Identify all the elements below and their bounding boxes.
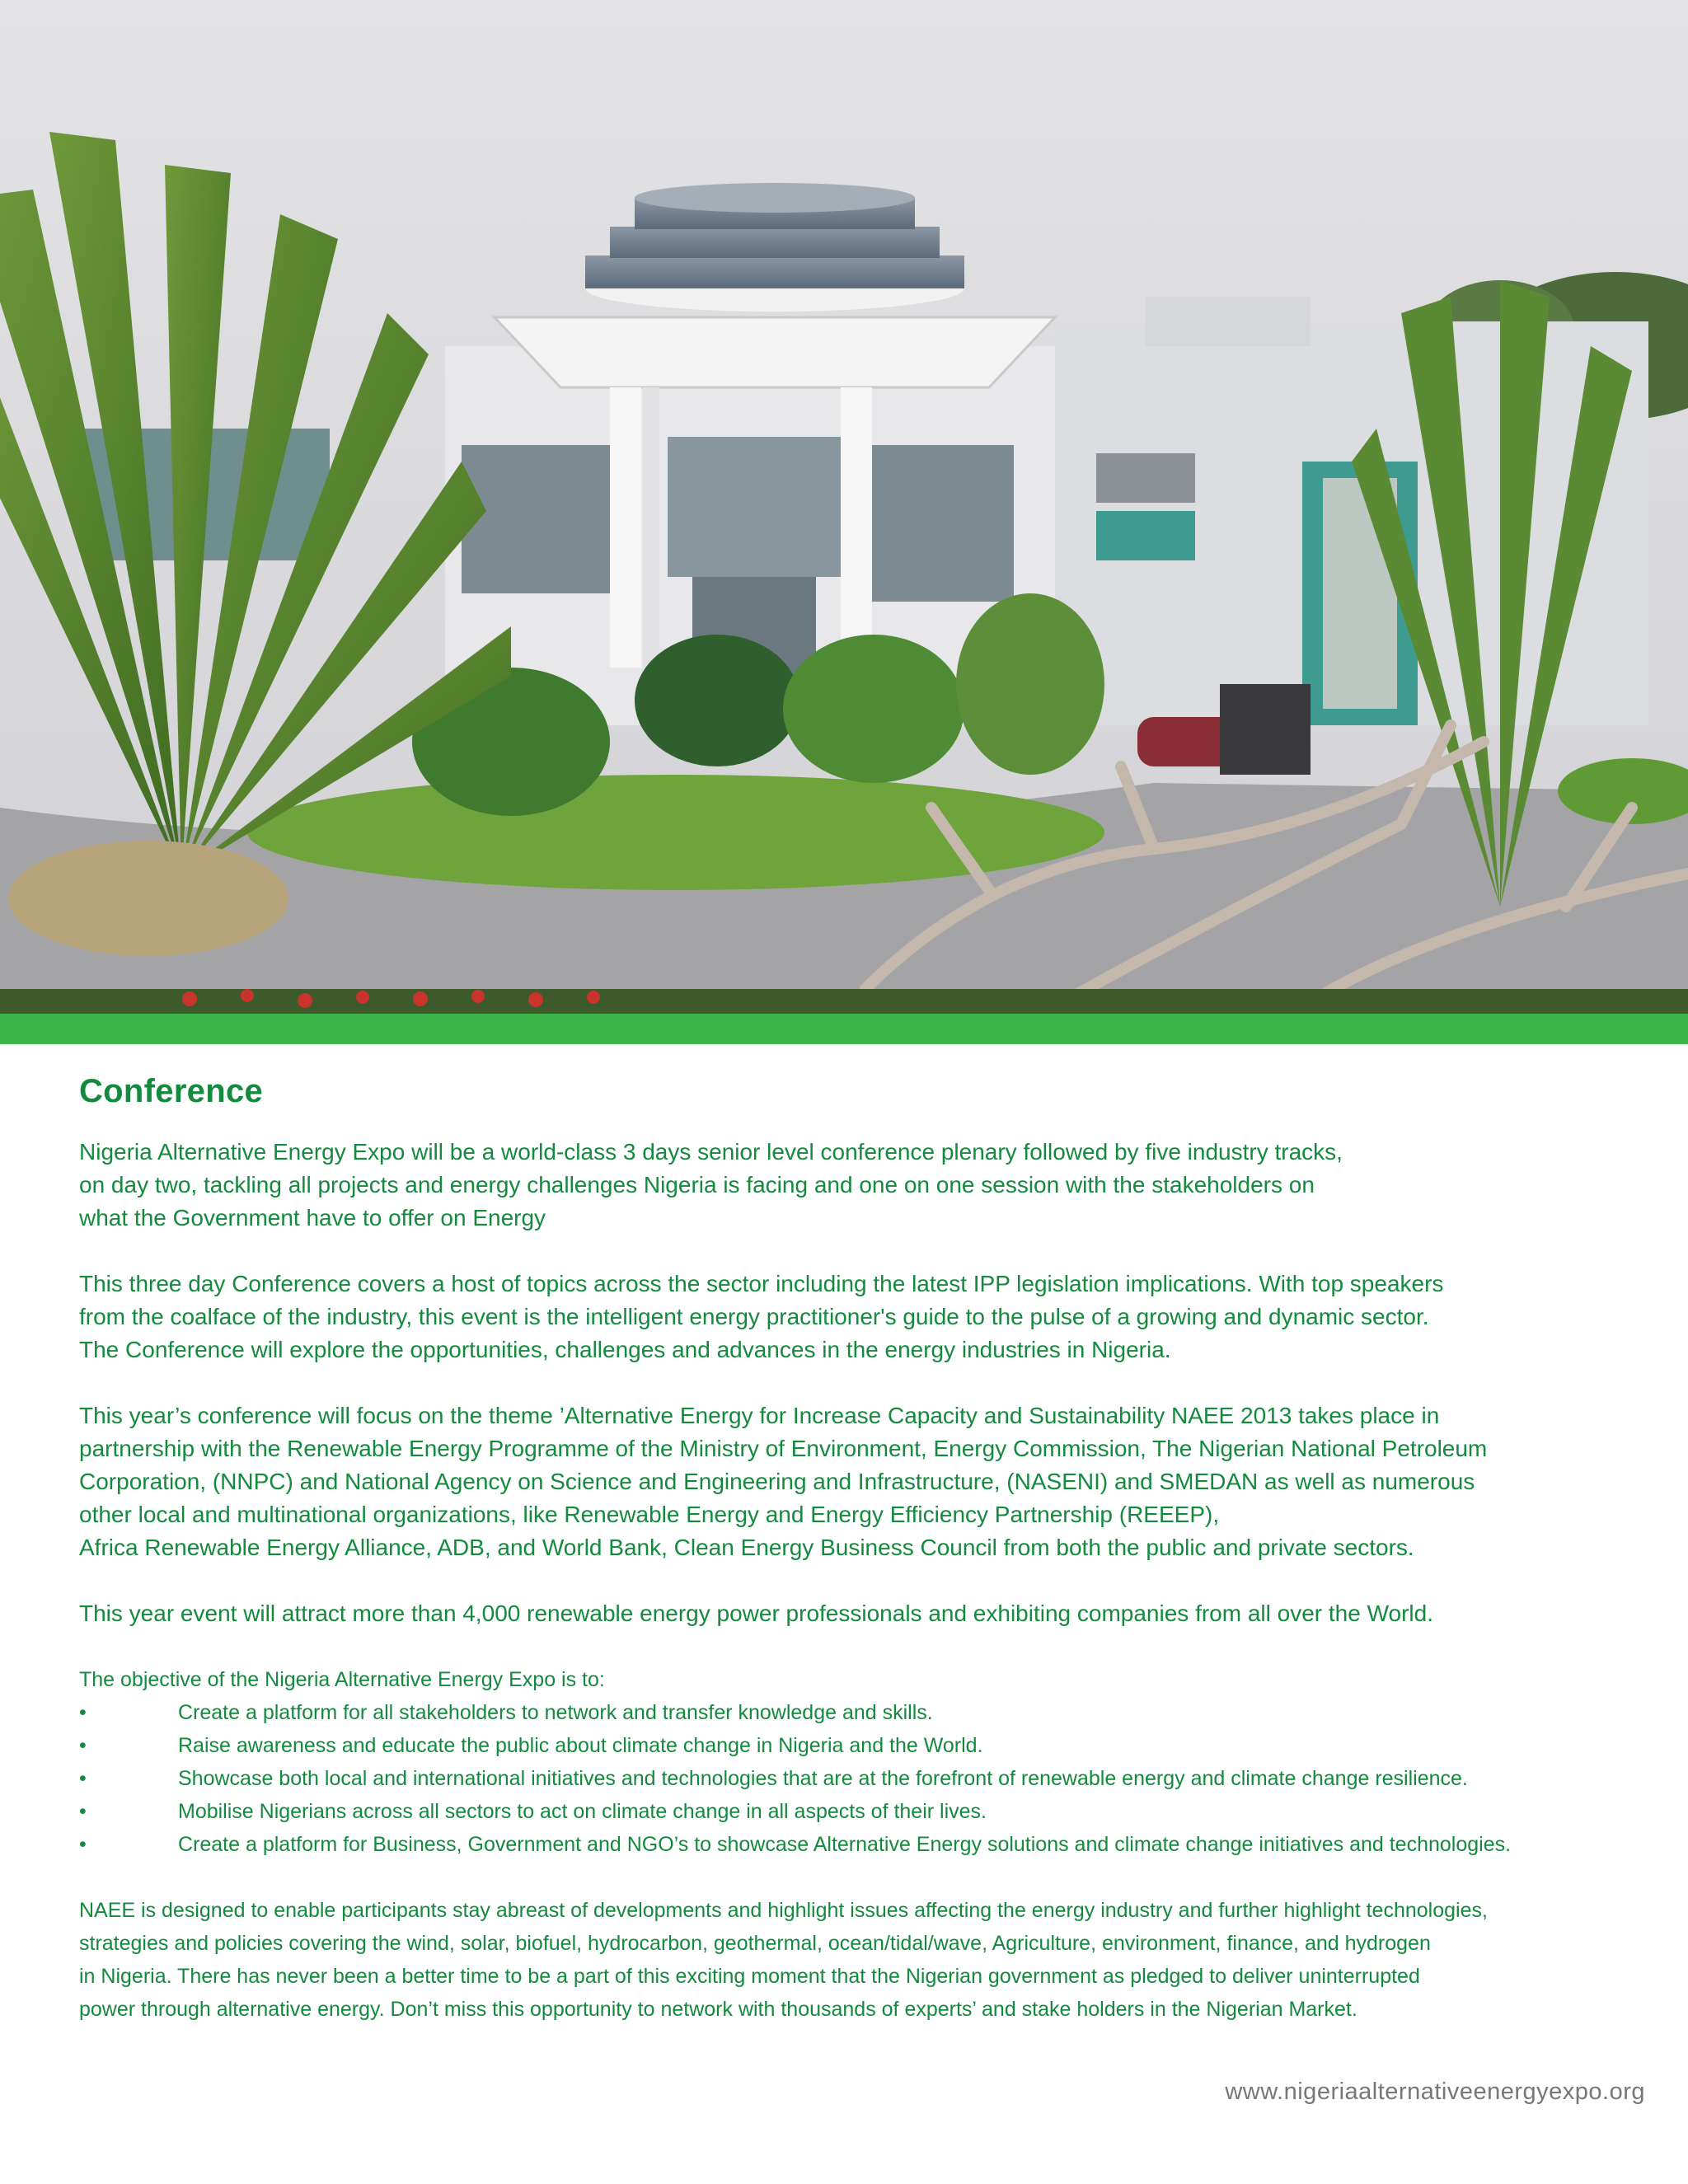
bullet-icon: • (79, 1833, 87, 1856)
topics-paragraph: This three day Conference covers a host of topics across the sector including the latest IPP legislation implications. With top speakers from the coalface of the industry, this event is the intelligent energy practitioner's guide to the pulse of a growing and dynamic sector. The Conference will explore the opportunities, challenges and advances in the energy industries in Nigeria. (79, 1271, 1444, 1362)
website-link[interactable]: www.nigeriaalternativeenergyexpo.org (1225, 2079, 1645, 2105)
green-divider-bar (0, 1014, 1688, 1044)
hero-photo (0, 0, 1688, 1014)
objectives-list (79, 1696, 1645, 1861)
section-title: Conference (79, 1073, 264, 1109)
list-item: • Create a platform for Business, Government and NGO’s to showcase Alternative Energy solutions and climate change initiatives and technologies. (79, 1828, 1645, 1861)
bullet-icon: • (79, 1734, 87, 1757)
closing-paragraph: NAEE is designed to enable participants stay abreast of developments and highlight issues affecting the energy industry and further highlight technologies, strategies and policies covering the wind, solar, biofuel, hydrocarbon, geothermal, ocean/tidal/wave, Agriculture, environment, finance, and hydrogen in Nigeria. There has never been a better time to be a part of this exciting moment that the Nigerian government as pledged to deliver uninterrupted power through alternative energy. Don’t miss this opportunity to network with thousands of experts’ and stake holders in the Nigerian Market. (79, 1899, 1488, 2021)
bullet-icon: • (79, 1767, 87, 1790)
list-item: • Create a platform for all stakeholders to network and transfer knowledge and skills. (79, 1696, 1645, 1729)
list-item: • Mobilise Nigerians across all sectors to act on climate change in all aspects of their lives. (79, 1795, 1645, 1828)
theme-paragraph: This year’s conference will focus on the theme ’Alternative Energy for Increase Capacity and Sustainability NAEE 2013 takes place in partnership with the Renewable Energy Programme of the Ministry of Environment, Energy Commission, The Nigerian National Petroleum Corporation, (NNPC) and National Agency on Science and Engineering and Infrastructure, (NASENI) and SMEDAN as well as numerous other local and multinational organizations, like Renewable Energy and Energy Efficiency Partnership (REEEP), Africa Renewable Energy Alliance, ADB, and World Bank, Clean Energy Business Council from both the public and private sectors. (79, 1403, 1488, 1560)
attendance-paragraph: This year event will attract more than 4,000 renewable energy power professionals and exhibiting companies from all over the World. (79, 1601, 1433, 1626)
intro-paragraph: Nigeria Alternative Energy Expo will be a world-class 3 days senior level conference plenary followed by five industry tracks, on day two, tackling all projects and energy challenges Nigeria is facing and one on one session with the stakeholders on what the Government have to offer on Energy (79, 1139, 1343, 1230)
list-item: • Showcase both local and international initiatives and technologies that are at the forefront of renewable energy and climate change resilience. (79, 1762, 1645, 1795)
bullet-icon: • (79, 1701, 87, 1724)
bullet-icon: • (79, 1800, 87, 1823)
building-photo-illustration (0, 0, 1688, 1014)
conference-section (79, 1071, 1645, 2026)
list-item: • Raise awareness and educate the public about climate change in Nigeria and the World. (79, 1729, 1645, 1762)
objective-intro: The objective of the Nigeria Alternative Energy Expo is to: (79, 1668, 605, 1691)
